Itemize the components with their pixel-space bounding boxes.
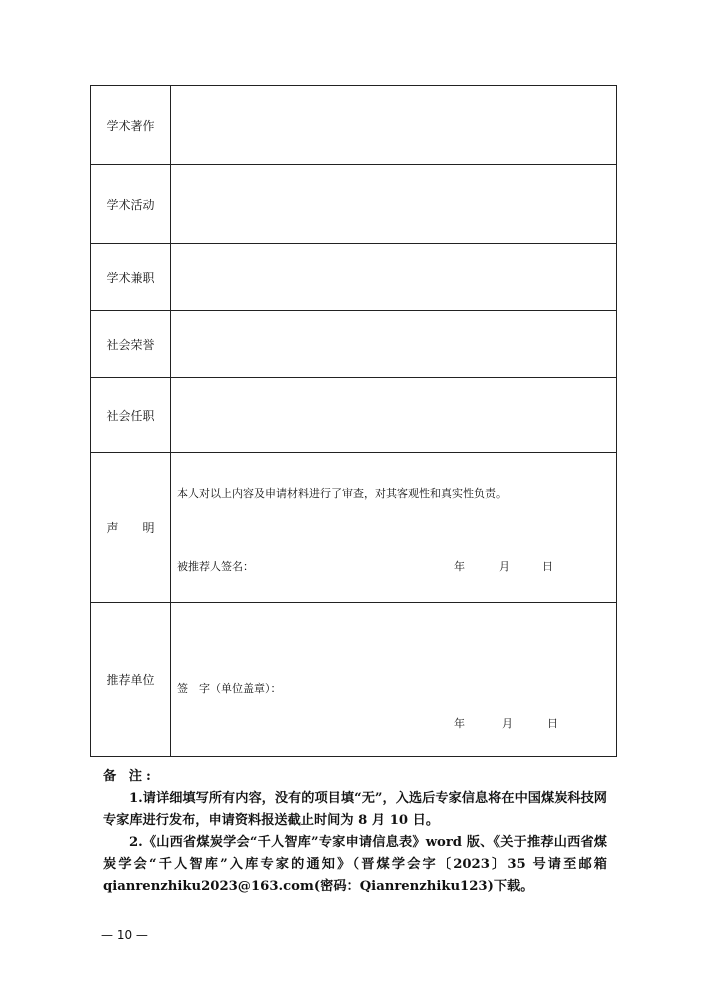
row-label-declaration: 声 明 bbox=[91, 453, 171, 603]
social-positions-field[interactable] bbox=[171, 378, 617, 453]
row-label-social-positions: 社会任职 bbox=[91, 378, 171, 453]
page-number: — 10 — bbox=[101, 928, 148, 942]
table-row bbox=[91, 453, 617, 603]
row-label-recommender: 推荐单位 bbox=[91, 603, 171, 757]
row-label-academic-works: 学术著作 bbox=[91, 86, 171, 165]
declaration-cell bbox=[171, 453, 617, 603]
table-row bbox=[91, 86, 617, 165]
unit-signature-label: 签 字（单位盖章）： bbox=[177, 682, 282, 695]
notes-section bbox=[103, 766, 607, 898]
declaration-day-label: 日 bbox=[542, 560, 553, 573]
table-row bbox=[91, 603, 617, 757]
table-row bbox=[91, 165, 617, 244]
notes-title: 备 注: bbox=[103, 769, 155, 784]
declaration-month-label: 月 bbox=[499, 560, 510, 573]
recommender-cell bbox=[171, 603, 617, 757]
recommender-day-label: 日 bbox=[547, 717, 558, 730]
row-label-academic-positions: 学术兼职 bbox=[91, 244, 171, 311]
row-label-academic-activities: 学术活动 bbox=[91, 165, 171, 244]
declaration-text: 本人对以上内容及申请材料进行了审查，对其客观性和真实性负责。 bbox=[177, 487, 507, 500]
table-row bbox=[91, 244, 617, 311]
recommender-month-label: 月 bbox=[502, 717, 513, 730]
social-honors-field[interactable] bbox=[171, 311, 617, 378]
academic-positions-field[interactable] bbox=[171, 244, 617, 311]
nominee-signature-label: 被推荐人签名： bbox=[177, 560, 254, 573]
academic-activities-field[interactable] bbox=[171, 165, 617, 244]
table-row bbox=[91, 311, 617, 378]
academic-works-field[interactable] bbox=[171, 86, 617, 165]
note-item-2: 2.《山西省煤炭学会“千人智库”专家申请信息表》word 版、《关于推荐山西省煤炭学会“千人智库”入库专家的通知》（晋煤学会字〔2023〕35 号请至邮箱 qianrenzhiku2023@163.com(密码：Qianrenzhiku123)下载。 bbox=[103, 835, 607, 894]
row-label-social-honors: 社会荣誉 bbox=[91, 311, 171, 378]
note-item-1: 1.请详细填写所有内容，没有的项目填“无”，入选后专家信息将在中国煤炭科技网专家库进行发布，申请资料报送截止时间为 8 月 10 日。 bbox=[103, 791, 607, 828]
recommender-year-label: 年 bbox=[454, 717, 465, 730]
declaration-year-label: 年 bbox=[454, 560, 465, 573]
table-row bbox=[91, 378, 617, 453]
application-form-table bbox=[90, 85, 617, 757]
